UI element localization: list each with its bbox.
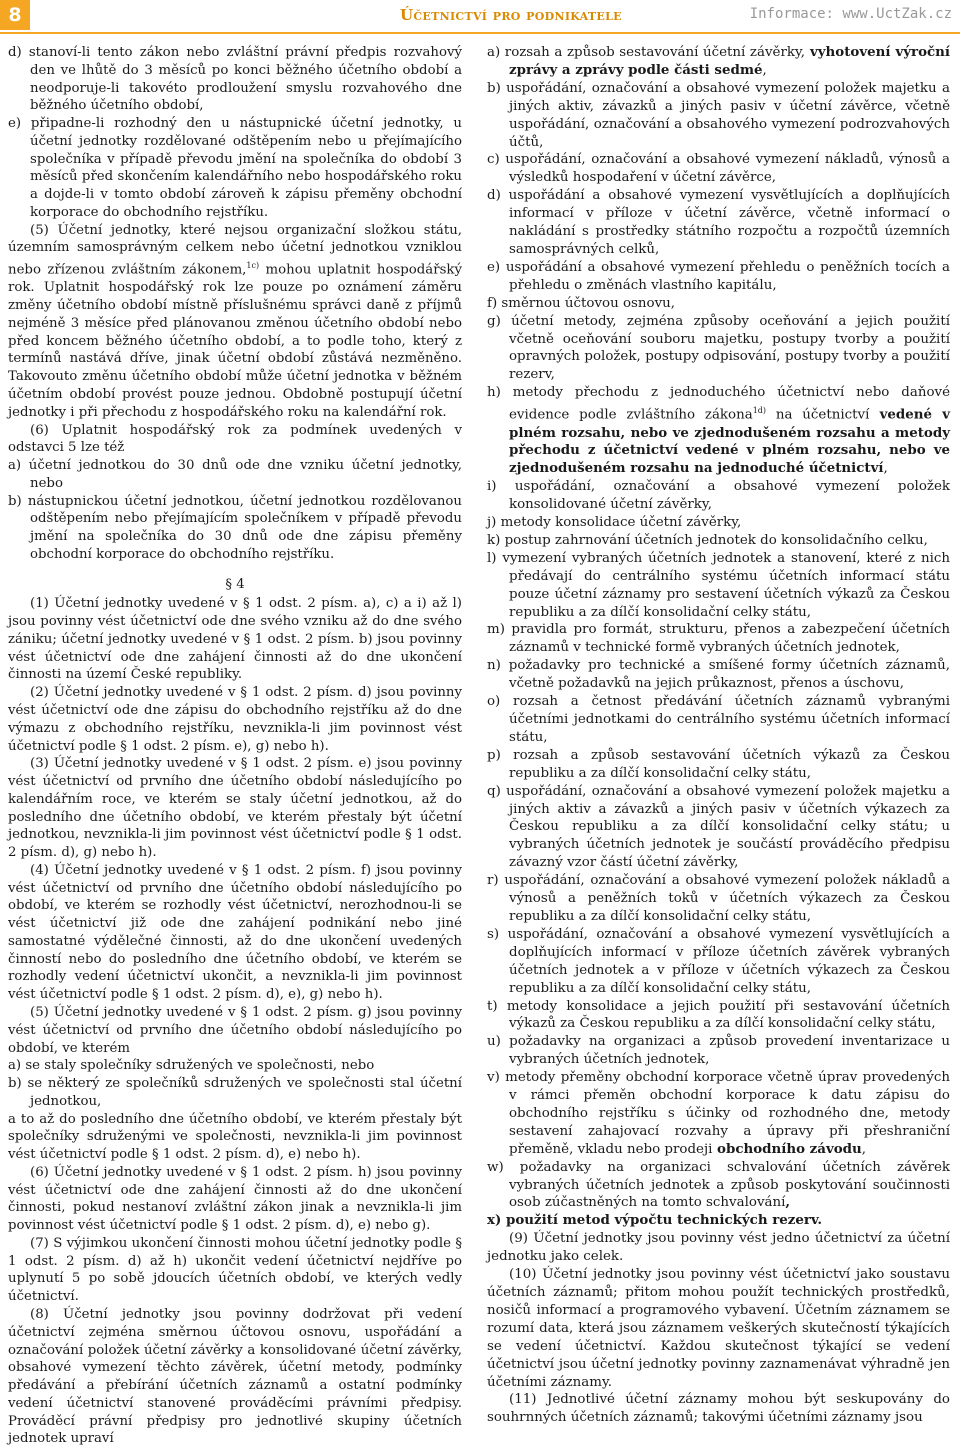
section-paragraph-6: (6) Účetní jednotky uvedené v § 1 odst. 2 písm. h) jsou povinny vést účetnictví ode dne zahájení činnosti až do dne ukončení činnosti, pokud nestanoví zvláštní zákon jinak a nevznikla-li jim povinnost vést účetnictví podle § 1 odst. 2 písm. d), e) nebo g). bbox=[8, 1164, 462, 1234]
paragraph-5-rest: mohou uplatnit hospodářský rok. Uplatnit hospodářský rok lze pouze po oznámení záměru změny účetního období místně příslušnému správci daně z příjmů nejméně 3 měsíce před plánovanou změnou účetního období nebo před koncem běžného účetního období, a to podle toho, který z termínů nastává dříve, jinak účetní období zůstává nezměněno. Takovouto změnu účetního období může účetní jednotka v běžném účetním období provést pouze jednou. Obdobně postupují účetní jednotky i při přechodu z hospodářského roku na kalendářní rok. bbox=[8, 262, 462, 420]
list-item-f: f) směrnou účtovou osnovu, bbox=[487, 295, 676, 311]
paragraph-5-text: (5) Účetní jednotky, které nejsou organizační složkou státu, územním samosprávným celkem nebo účetní jednotkou vzniklou nebo zřízenou zvláštním zákonem, bbox=[8, 222, 462, 278]
list-item-a: a) účetní jednotkou do 30 dnů ode dne vzniku účetní jednotky, nebo bbox=[8, 458, 462, 491]
list-item-p: p) rozsah a způsob sestavování účetních výkazů za Českou republiku a za dílčí konsolidační celky státu, bbox=[487, 747, 950, 781]
page-header bbox=[0, 0, 960, 30]
right-column bbox=[487, 44, 950, 1427]
section-paragraph-4: (4) Účetní jednotky uvedené v § 1 odst. 2 písm. f) jsou povinny vést účetnictví od prvního dne účetního období následujícího po období, ve kterém se rozhodly vést účetnictví, nerozhodnou-li se vést účetnictví již ode dne zahájení podnikání nebo jiné samostatné výdělečné činnosti, až do dne ukončení uvedených činností nebo do posledního dne účetního období, ve kterém se rozhodly vedení účetnictví ukončit, a nevznikla-li jim povinnost vést účetnictví podle § 1 odst. 2 písm. d), e), g) nebo h). bbox=[8, 862, 462, 1003]
item-h-end: , bbox=[883, 461, 888, 477]
list-item-b: b) uspořádání, označování a obsahové vymezení položek majetku a jiných aktiv, závazků a jiných pasiv v účetní závěrce, včetně uspořádání, označování a obsahového vymezení podrozvahových účtů, bbox=[487, 80, 950, 150]
section-paragraph-5-tail: a to až do posledního dne účetního období, ve kterém přestaly být společníky sdruženými ve společnosti, nevznikla-li jim povinnost vést účetnictví podle § 1 odst. 2 písm. d), e) nebo h). bbox=[8, 1111, 462, 1163]
section-paragraph-5: (5) Účetní jednotky uvedené v § 1 odst. 2 písm. g) jsou povinny vést účetnictví od prvního dne účetního období následujícího po období, ve kterém bbox=[8, 1005, 462, 1056]
item-w-text: w) požadavky na organizaci schvalování účetních závěrek vybraných účetních jednotek a způsob poskytování součinnosti osob zúčastněných na tomto schvalování bbox=[487, 1159, 950, 1211]
paragraph-11: (11) Jednotlivé účetní záznamy mohou být seskupovány do souhrnných účetních záznamů; takovými účetními záznamy jsou bbox=[487, 1392, 950, 1426]
list-item-b: b) nástupnickou účetní jednotkou, účetní jednotkou rozdělovanou odštěpením nebo přejímajícím společníkem v případě převodu jmění na společníka do 30 dnů ode dne zápisu přeměny obchodní korporace do obchodního rejstříku. bbox=[8, 493, 462, 562]
website-info: Informace: www.UctZak.cz bbox=[749, 6, 952, 22]
item-a-bold: vyhotovení výroční zprávy a zprávy podle části sedmé bbox=[509, 44, 950, 78]
list-item-o: o) rozsah a četnost předávání účetních záznamů vybranými účetními jednotkami do centrálního systému účetních informací státu, bbox=[487, 694, 950, 745]
item-h-mid: na účetnictví bbox=[766, 407, 870, 423]
list-item-d: d) stanoví-li tento zákon nebo zvláštní právní předpis rozvahový den ve lhůtě do 3 měsíců po konci běžného účetního období a neodporuje-li takovéto prodloužení smyslu rozvahového dne běžného účetního období, bbox=[8, 45, 462, 114]
list-item-e: e) uspořádání a obsahové vymezení přehledu o peněžních tocích a přehledu o změnách vlastního kapitálu, bbox=[487, 259, 950, 293]
list-item-r: r) uspořádání, označování a obsahové vymezení položek nákladů a výnosů a peněžních toků v účetních výkazech za Českou republiku a za dílčí konsolidační celky státu, bbox=[487, 873, 950, 924]
list-item-m: m) pravidla pro formát, strukturu, přenos a zabezpečení účetních záznamů v technické formě vybraných účetních jednotek, bbox=[487, 622, 950, 656]
list-item-n: n) požadavky pro technické a smíšené formy účetních záznamů, včetně požadavků na jejich průkaznost, přenos a úschovu, bbox=[487, 658, 950, 692]
list-item-s: s) uspořádání, označování a obsahové vymezení vysvětlujících a doplňujících informací v příloze účetních závěrek vybraných účetních jednotek a v příloze v účetních výkazech za Českou republiku a za dílčí konsolidační celky státu, bbox=[487, 926, 950, 996]
left-column bbox=[8, 44, 462, 1448]
paragraph-6: (6) Uplatnit hospodářský rok za podmínek uvedených v odstavci 5 lze též bbox=[8, 422, 462, 456]
item-a-end: , bbox=[762, 62, 767, 78]
list-item-g: g) účetní metody, zejména způsoby oceňování a jejich použití včetně oceňování souboru majetku, postupy tvorby a použití opravných položek, postupy odpisování, postupy tvorby a použití rezerv, bbox=[487, 313, 950, 383]
item-v-text: v) metody přeměny obchodní korporace včetně úprav provedených v rámci přeměn obchodní korporace k datu zápisu do obchodního rejstříku s účinky od rozhodného dne, metody sestavení zahajovací rozvahy a úpravy při přeshraniční přeměně, vkladu nebo prodeji bbox=[487, 1070, 950, 1157]
list-item-l: l) vymezení vybraných účetních jednotek a stanovení, které z nich předávají do centrálního systému účetních informací státu pouze účetní záznamy pro sestavení účetních výkazů za Českou republiku a za dílčí konsolidační celky státu, bbox=[487, 550, 950, 620]
section-paragraph-8: (8) Účetní jednotky jsou povinny dodržovat při vedení účetnictví zejména směrnou účtovou osnovu, uspořádání a označování položek účetní závěrky a konsolidované účetní závěrky, obsahové vymezení těchto závěrek, účetní metody, podmínky předávání a přebírání účetních záznamů a ostatní podmínky vedení účetnictví stanovené prováděcími právními předpisy. Prováděcí právní předpisy pro jednotlivé skupiny účetních jednotek upraví bbox=[8, 1307, 462, 1447]
item-v-bold: obchodního závodu bbox=[712, 1140, 862, 1157]
page-number: 8 bbox=[0, 0, 30, 30]
item-w-bold: , bbox=[785, 1194, 791, 1211]
list-item-e: e) připadne-li rozhodný den u nástupnické účetní jednotky, u účetní jednotky rozdělované odštěpením nebo u přejímajícího společníka v případě převodu jmění na společníka do období 3 měsíců před skončením kalendářního nebo hospodářského roku a dojde-li v tomto období zároveň k zápisu přeměny obchodní korporace do obchodního rejstříku. bbox=[8, 116, 462, 220]
list-item-x bbox=[487, 1212, 950, 1230]
item-h-text: h) metody přechodu z jednoduchého účetnictví nebo daňové evidence podle zvláštního zákona bbox=[487, 385, 950, 423]
list-item-h bbox=[487, 384, 950, 478]
section-paragraph-3: (3) Účetní jednotky uvedené v § 1 odst. 2 písm. e) jsou povinny vést účetnictví od prvního dne účetního období následujícího po kalendářním roce, ve kterém se staly účetní jednotkou, až do posledního dne účetního období, ve kterém přestaly být účetní jednotkou, nevznikla-li jim povinnost vést účetnictví podle § 1 odst. 2 písm. d), g) nebo h). bbox=[8, 756, 462, 861]
section-heading: § 4 bbox=[225, 576, 245, 592]
footnote-ref: 1c) bbox=[246, 261, 260, 271]
list-item-u: u) požadavky na organizaci a způsob provedení inventarizace u vybraných účetních jednotek, bbox=[487, 1034, 950, 1068]
header-rule bbox=[0, 32, 960, 34]
list-item-w bbox=[487, 1159, 950, 1213]
paragraph-10: (10) Účetní jednotky jsou povinny vést účetnictví jako soustavu účetních záznamů; přitom mohou použít technických prostředků, nosičů informací a programového vybavení. Účetním záznamem se rozumí data, která jsou záznamem veškerých skutečností týkajících se vedení účetnictví. Každou skutečnost týkající se vedení účetnictví jsou účetní jednotky povinny zaznamenávat výhradně jen účetními záznamy. bbox=[487, 1267, 950, 1390]
list-item-d: d) uspořádání a obsahové vymezení vysvětlujících a doplňujících informací v příloze v účetní závěrce, včetně informací o nakládání s prostředky státního rozpočtu a rozpočtů územních samosprávných celků, bbox=[487, 188, 950, 257]
list-item-t: t) metody konsolidace a jejich použití při sestavování účetních výkazů za Českou republiku a za dílčí konsolidační celky státu, bbox=[487, 998, 950, 1032]
paragraph-9: (9) Účetní jednotky jsou povinny vést jedno účetnictví za účetní jednotku jako celek. bbox=[487, 1231, 950, 1265]
list-item-c: c) uspořádání, označování a obsahové vymezení nákladů, výnosů a výsledků hospodaření v účetní závěrce, bbox=[487, 152, 950, 186]
list-item-i: i) uspořádání, označování a obsahové vymezení položek konsolidované účetní závěrky, bbox=[487, 479, 950, 513]
item-a-text: a) rozsah a způsob sestavování účetní závěrky, bbox=[487, 45, 805, 60]
item-x-bold: x) použití metod výpočtu technických rezerv. bbox=[487, 1212, 823, 1229]
publication-title: Účetnictví pro podnikatele bbox=[400, 6, 622, 24]
section-paragraph-1: (1) Účetní jednotky uvedené v § 1 odst. 2 písm. a), c) a i) až l) jsou povinny vést účetnictví ode dne svého vzniku až do dne svého zániku; účetní jednotky uvedené v § 1 odst. 2 písm. b) jsou povinny vést účetnictví ode dne zahájení činnosti až do dne ukončení činnosti na území České republiky. bbox=[8, 596, 462, 683]
list-item-a bbox=[487, 44, 950, 80]
footnote-ref: 1d) bbox=[752, 406, 767, 416]
section-paragraph-7: (7) S výjimkou ukončení činnosti mohou účetní jednotky podle § 1 odst. 2 písm. d) až h) ukončit vedení účetnictví nejdříve po uplynutí 5 po sobě jdoucích účetních období, ve kterých vedly účetnictví. bbox=[8, 1235, 462, 1305]
item-h-bold: vedené v plném rozsahu, nebo ve zjednodušeném rozsahu a metody přechodu z účetnictví vedené v plném rozsahu, nebo ve zjednodušeném rozsahu na jednoduché účetnictví bbox=[509, 406, 951, 477]
list-item-v bbox=[487, 1069, 950, 1159]
section-paragraph-2: (2) Účetní jednotky uvedené v § 1 odst. 2 písm. d) jsou povinny vést účetnictví ode dne zápisu do obchodního rejstříku až do dne výmazu z obchodního rejstříku, nevznikla-li jim povinnost vést účetnictví podle § 1 odst. 2 písm. e), g) nebo h). bbox=[8, 685, 462, 754]
list-item-q: q) uspořádání, označování a obsahové vymezení položek majetku a jiných aktiv a závazků a jiných pasiv v účetních výkazech za Českou republiku a za dílčí konsolidační celky státu; u vybraných účetních jednotek je součástí prováděcího předpisu závazný vzor částí účetní závěrky, bbox=[487, 783, 950, 871]
list-item-b: b) se některý ze společníků sdružených ve společnosti stal účetní jednotkou, bbox=[8, 1076, 462, 1109]
item-v-end: , bbox=[861, 1141, 867, 1157]
list-item-a: a) se staly společníky sdružených ve společnosti, nebo bbox=[8, 1058, 375, 1074]
paragraph-5 bbox=[8, 222, 462, 422]
list-item-k: k) postup zahrnování účetních jednotek do konsolidačního celku, bbox=[487, 532, 928, 548]
list-item-j: j) metody konsolidace účetní závěrky, bbox=[487, 515, 742, 531]
